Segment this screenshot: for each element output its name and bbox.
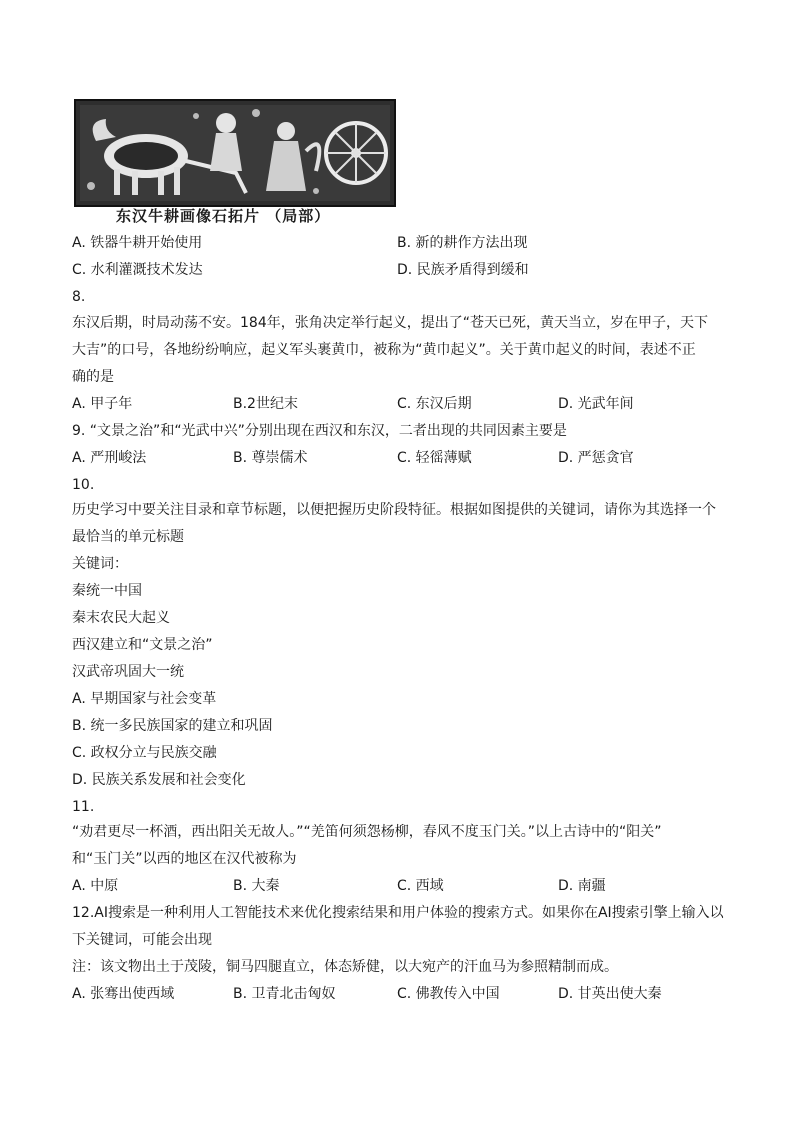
q11-option-d: D. 南疆	[558, 878, 606, 894]
q10-keywords-label: 关键词：	[72, 556, 128, 572]
q9-option-c: C. 轻徭薄赋	[397, 450, 472, 466]
q9-option-b: B. 尊崇儒术	[233, 450, 308, 466]
q12-option-a: A. 张骞出使西域	[72, 986, 175, 1002]
q12-note: 注：该文物出土于茂陵，铜马四腿直立，体态矫健，以大宛产的汗血马为参照精制而成。	[72, 959, 618, 975]
q10-option-d: D. 民族关系发展和社会变化	[72, 772, 246, 788]
q9-option-a: A. 严刑峻法	[72, 450, 147, 466]
q10-keyword-3: 西汉建立和“文景之治”	[72, 637, 213, 653]
stone-relief-image	[74, 99, 396, 207]
q10-option-b: B. 统一多民族国家的建立和巩固	[72, 718, 273, 734]
q12-option-b: B. 卫青北击匈奴	[233, 986, 336, 1002]
q10-option-a: A. 早期国家与社会变革	[72, 691, 217, 707]
q7-option-b: B. 新的耕作方法出现	[397, 235, 528, 251]
q10-keyword-4: 汉武帝巩固大一统	[72, 664, 184, 680]
q10-stem-line-1: 历史学习中要关注目录和章节标题，以便把握历史阶段特征。根据如图提供的关键词，请你为其选择一个	[72, 502, 716, 518]
q10-number: 10.	[72, 477, 95, 493]
q8-stem-line-2: 大吉”的口号，各地纷纷响应，起义军头裹黄巾，被称为“黄巾起义”。关于黄巾起义的时间，表述不正	[72, 342, 696, 358]
q12-option-d: D. 甘英出使大秦	[558, 986, 662, 1002]
q8-option-a: A. 甲子年	[72, 396, 133, 412]
q11-option-b: B. 大秦	[233, 878, 280, 894]
q11-option-a: A. 中原	[72, 878, 119, 894]
q11-stem-line-1: “劝君更尽一杯酒，西出阳关无故人。”“羌笛何须怨杨柳，春风不度玉门关。”以上古诗中的“阳关”	[72, 824, 662, 840]
figure-caption: 东汉牛耕画像石拓片 （局部）	[116, 207, 331, 225]
q9-stem: 9. “文景之治”和“光武中兴”分别出现在西汉和东汉，二者出现的共同因素主要是	[72, 423, 567, 439]
q10-stem-line-2: 最恰当的单元标题	[72, 529, 184, 545]
q7-option-c: C. 水利灌溉技术发达	[72, 262, 203, 278]
q8-option-b: B.2世纪末	[233, 396, 298, 412]
q10-option-c: C. 政权分立与民族交融	[72, 745, 217, 761]
q11-stem-line-2: 和“玉门关”以西的地区在汉代被称为	[72, 851, 297, 867]
q7-option-a: A. 铁器牛耕开始使用	[72, 235, 203, 251]
q8-stem-line-3: 确的是	[72, 369, 114, 385]
q10-keyword-2: 秦末农民大起义	[72, 610, 170, 626]
ox-plowing-rubbing-picture	[76, 101, 394, 205]
q12-stem-line-2: 下关键词，可能会出现	[72, 932, 212, 948]
q7-option-d: D. 民族矛盾得到缓和	[397, 262, 529, 278]
q8-stem-line-1: 东汉后期，时局动荡不安。184年，张角决定举行起义，提出了“苍天已死，黄天当立，岁在甲子，天下	[72, 315, 708, 331]
q8-option-c: C. 东汉后期	[397, 396, 472, 412]
q8-number: 8.	[72, 289, 86, 305]
q11-number: 11.	[72, 799, 95, 815]
q12-option-c: C. 佛教传入中国	[397, 986, 500, 1002]
q12-stem-line-1: 12.AI搜索是一种利用人工智能技术来优化搜索结果和用户体验的搜索方式。如果你在AI搜索引擎上输入以	[72, 905, 724, 921]
q10-keyword-1: 秦统一中国	[72, 583, 142, 599]
q9-option-d: D. 严惩贪官	[558, 450, 634, 466]
q11-option-c: C. 西域	[397, 878, 444, 894]
q8-option-d: D. 光武年间	[558, 396, 634, 412]
